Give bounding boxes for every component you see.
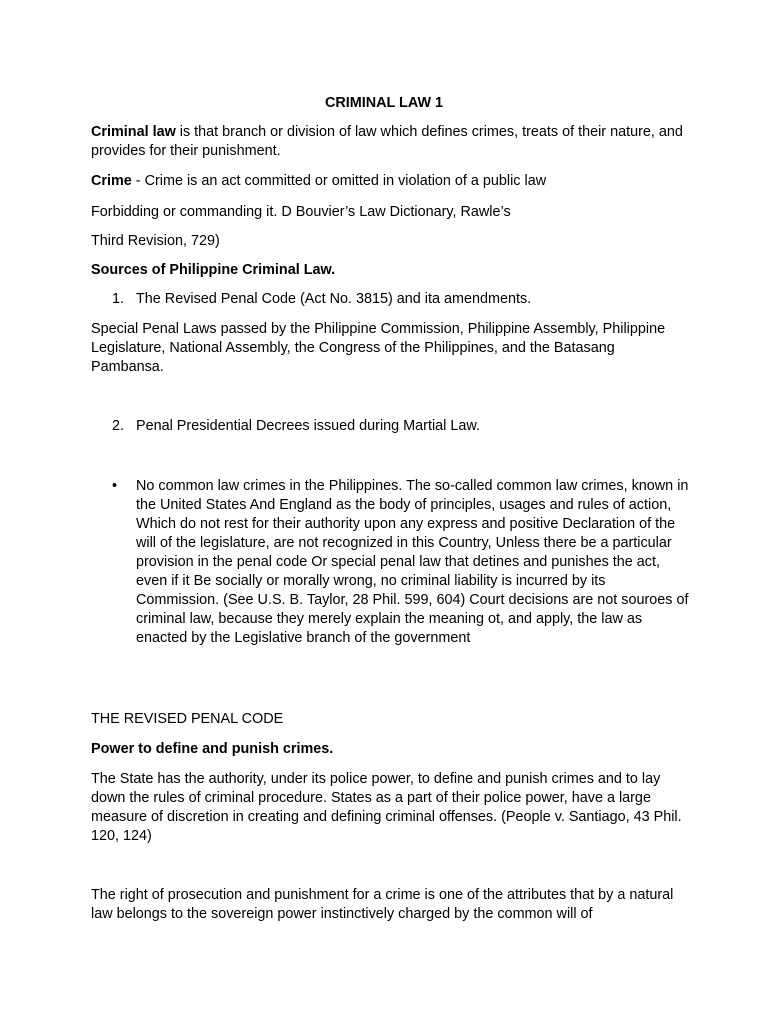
paragraph-special-penal-laws: Special Penal Laws passed by the Philippine Commission, Philippine Assembly, Philippine Legislature, National Assembly, the Congress of the Philippines, and the Batasang Pambansa.: [91, 321, 666, 375]
term-criminal-law: Criminal law: [91, 124, 176, 140]
paragraph-state-authority: The State has the authority, under its police power, to define and punish crimes and to lay down the rules of criminal procedure. States as a part of their police power, have a large measure of discretion in creating and defining criminal offenses. (People v. Santiago, 43 Phil. 120, 124): [91, 771, 682, 844]
paragraph-forbidding: Forbidding or commanding it. D Bouvier’s Law Dictionary, Rawle’s: [91, 204, 511, 220]
document-title: CRIMINAL LAW 1: [324, 95, 444, 111]
bullet-icon: •: [112, 478, 118, 494]
heading-revised-penal-code: THE REVISED PENAL CODE: [91, 711, 284, 727]
paragraph-right-of-prosecution: The right of prosecution and punishment for a crime is one of the attributes that by a natural law belongs to the sovereign power instinctively charged by the common will of: [91, 887, 674, 922]
list-text: Penal Presidential Decrees issued during Martial Law.: [136, 418, 480, 434]
paragraph-crime-definition: [91, 172, 691, 191]
heading-sources: Sources of Philippine Criminal Law.: [91, 262, 336, 278]
bullet-item-common-law: [112, 477, 692, 648]
list-text: The Revised Penal Code (Act No. 3815) and ita amendments.: [136, 291, 532, 307]
list-item-2: [112, 417, 692, 436]
list-number: 2.: [112, 418, 125, 434]
paragraph-criminal-law-definition: [91, 123, 691, 161]
definition-text: is that branch or division of law which defines crimes, treats of their nature, and provides for their punishment.: [91, 124, 683, 159]
list-item-1: [112, 290, 692, 309]
definition-text: - Crime is an act committed or omitted in violation of a public law: [131, 173, 547, 189]
heading-power: Power to define and punish crimes.: [91, 741, 334, 757]
bullet-text: No common law crimes in the Philippines. The so-called common law crimes, known in the United States And England as the body of principles, usages and rules of action, Which do not rest for their authority upon any express and positive Declaration of the will of the legislature, are not recognized in this Country, Unless there be a particular provision in the penal code Or special penal law that detines and punishes the act, even if it Be socially or morally wrong, no criminal liability is incurred by its Commission. (See U.S. B. Taylor, 28 Phil. 599, 604) Court decisions are not souroes of criminal law, because they merely explain the meaning ot, and apply, the law as enacted by the Legislative branch of the government: [136, 478, 689, 646]
list-number: 1.: [112, 291, 125, 307]
term-crime: Crime: [91, 173, 132, 189]
paragraph-third-revision: Third Revision, 729): [91, 233, 220, 249]
